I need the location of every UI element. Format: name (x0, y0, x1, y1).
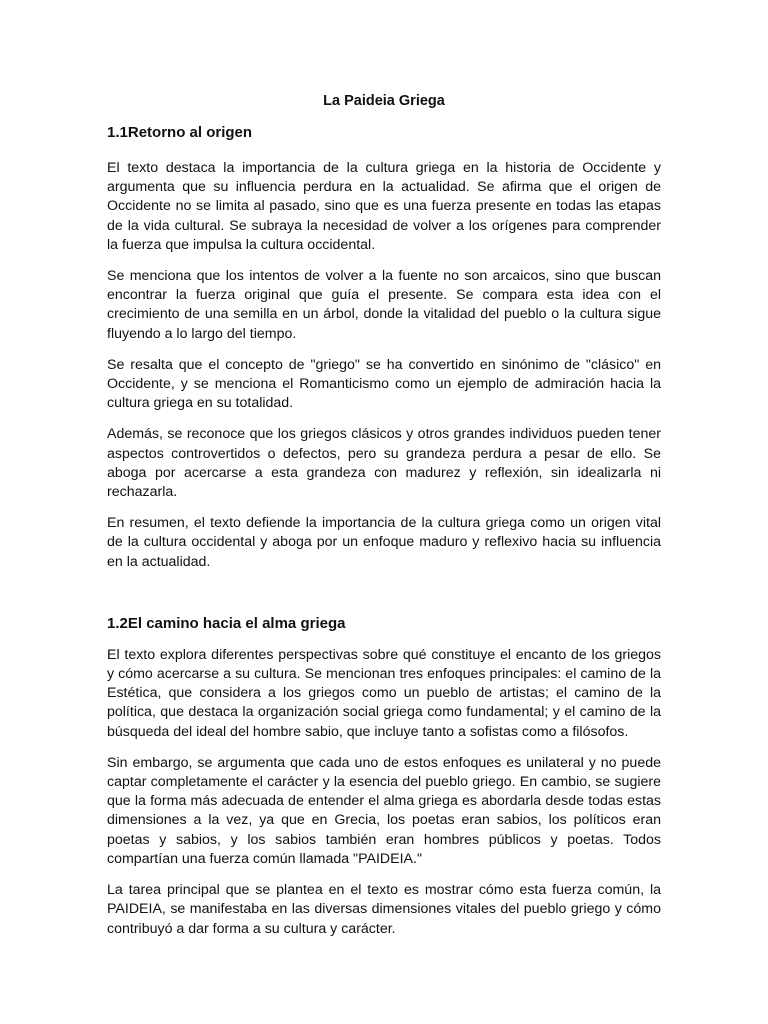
paragraph: El texto destaca la importancia de la cultura griega en la historia de Occidente y argumenta que su influencia perdura en la actualidad. Se afirma que el origen de Occidente no se limita al pasado, sino que es una fuerza presente en todas las etapas de la vida cultural. Se subraya la necesidad de volver a los orígenes para comprender la fuerza que impulsa la cultura occidental. (107, 160, 661, 253)
section-1-1 (107, 123, 661, 572)
section-number: 1.1 (107, 124, 128, 141)
paragraph: El texto explora diferentes perspectivas sobre qué constituye el encanto de los griegos y cómo acercarse a su cultura. Se mencionan tres enfoques principales: el camino de la Estética, que considera a los griegos como un pueblo de artistas; el camino de la política, que destaca la organización social griega como fundamental; y el camino de la búsqueda del ideal del hombre sabio, que incluye tanto a sofistas como a filósofos. (107, 646, 661, 740)
paragraph: Además, se reconoce que los griegos clásicos y otros grandes individuos pueden tener aspectos controvertidos o defectos, pero su grandeza perdura a pesar de ello. Se aboga por acercarse a esta grandeza con madurez y reflexión, sin idealizarla ni rechazarla. (107, 426, 661, 501)
section-heading (107, 614, 661, 634)
document-title: La Paideia Griega (323, 93, 445, 109)
section-number: 1.2 (107, 614, 128, 632)
paragraph: Se resalta que el concepto de "griego" se ha convertido en sinónimo de "clásico" en Occidente, y se menciona el Romanticismo como un ejemplo de admiración hacia la cultura griega en su totalidad. (107, 356, 661, 412)
section-1-2 (107, 614, 661, 939)
paragraph: Se menciona que los intentos de volver a la fuente no son arcaicos, sino que buscan encontrar la fuerza original que guía el presente. Se compara esta idea con el crecimiento de una semilla en un árbol, donde la vitalidad del pueblo o la cultura sigue fluyendo a lo largo del tiempo. (107, 268, 661, 342)
paragraph: En resumen, el texto defiende la importancia de la cultura griega como un origen vital de la cultura occidental y aboga por un enfoque maduro y reflexivo hacia su influencia en la actualidad. (107, 515, 661, 570)
paragraph: La tarea principal que se plantea en el texto es mostrar cómo esta fuerza común, la PAIDEIA, se manifestaba en las diversas dimensiones vitales del pueblo griego y cómo contribuyó a dar forma a su cultura y carácter. (107, 882, 661, 937)
section-title: El camino hacia el alma griega (127, 614, 346, 632)
paragraph: Sin embargo, se argumenta que cada uno de estos enfoques es unilateral y no puede captar completamente el carácter y la esencia del pueblo griego. En cambio, se sugiere que la forma más adecuada de entender el alma griega es abordarla desde todas estas dimensiones a la vez, ya que en Grecia, los poetas eran sabios, los políticos eran poetas y sabios, y los sabios también eran hombres públicos y poetas. Todos compartían una fuerza común llamada "PAIDEIA." (107, 754, 661, 867)
section-heading (107, 123, 661, 143)
section-title: Retorno al origen (127, 124, 253, 141)
